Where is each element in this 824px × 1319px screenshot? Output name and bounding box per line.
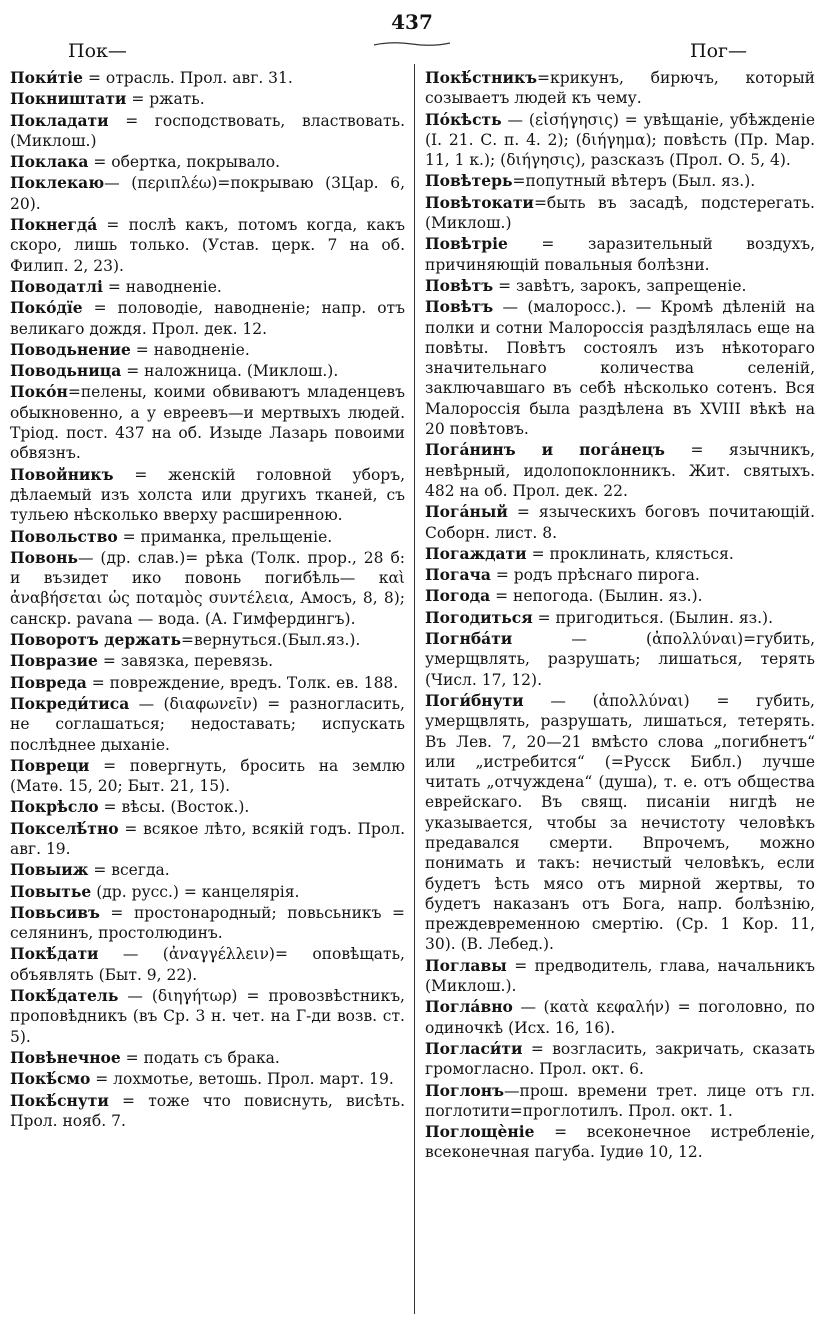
entry-headword: Пога́ный	[425, 502, 508, 522]
entry-headword: Повѣтъ	[425, 275, 494, 295]
entry-headword: Повѣнечное	[10, 1047, 121, 1067]
entry-headword: Покладати	[10, 110, 109, 130]
entry-headword: Погласи́ти	[425, 1038, 523, 1058]
entry-definition: = послѣ какъ, потомъ когда, какъ скоро, лишь только. (Устав. церк. 7 на об. Филип. 2, 23).	[10, 216, 405, 275]
entry-definition: =попутный вѣтеръ (Был. яз.).	[512, 172, 756, 191]
entry-headword: Поводатлі	[10, 276, 103, 296]
entry-definition: — (κατὰ κεφαλήν) = поголовно, по одиночкѣ (Исх. 16, 16).	[425, 998, 815, 1037]
entry-definition: = простонародный; повьсьникъ = селянинъ, простолюдинъ.	[10, 903, 405, 943]
entry-headword: Погача	[425, 565, 491, 585]
entry-headword: Поги́бнути	[425, 690, 524, 710]
dictionary-entry	[10, 277, 405, 297]
dictionary-entry	[425, 110, 815, 171]
entry-definition: = непогода. (Былин. яз.).	[490, 587, 703, 606]
entry-headword: Повьсивъ	[10, 902, 100, 922]
entry-headword: Повольство	[10, 526, 118, 546]
entry-definition: = всегда.	[88, 861, 170, 880]
entry-definition: = половодіе, наводненіе; напр. отъ великаго дождя. Прол. дек. 12.	[10, 299, 405, 338]
entry-headword: Поглощѐніе	[425, 1122, 535, 1142]
entry-definition: = повреждение, вредъ. Толк. ев. 188.	[86, 673, 399, 692]
entry-headword: Поки́тіе	[10, 68, 84, 87]
entry-definition: =быть въ засадѣ, подстерегать. (Миклош.)	[425, 193, 815, 233]
entry-definition: = лохмотье, ветошь. Прол. март. 19.	[90, 1070, 394, 1089]
entry-headword: Повразие	[10, 651, 98, 671]
entry-headword: Покрѣсло	[10, 797, 99, 817]
entry-headword: Покѣ́дати	[10, 944, 99, 964]
dictionary-entry	[10, 651, 405, 671]
entry-definition: = пригодиться. (Былин. яз.).	[532, 608, 774, 627]
dictionary-entry	[425, 502, 815, 543]
entry-headword: Погнба́ти	[425, 629, 513, 649]
dictionary-entry	[10, 465, 405, 526]
entry-headword: Покништати	[10, 89, 127, 109]
right-column	[425, 68, 815, 1164]
dictionary-entry	[10, 527, 405, 547]
header-ornament	[372, 40, 452, 48]
column-divider	[414, 64, 415, 1314]
entry-definition: (др. русс.) = канцелярія.	[91, 882, 300, 901]
entry-headword: Погла́вно	[425, 997, 513, 1017]
entry-headword: Поко́н	[10, 382, 68, 402]
entry-definition: = наводненіе.	[130, 340, 250, 359]
entry-headword: Повѣтріе	[425, 234, 508, 254]
entry-definition: — (περιπλέω)=покрываю (3Цар. 6, 20).	[10, 174, 405, 213]
dictionary-entry	[10, 860, 405, 880]
entry-headword: Покреди́тиса	[10, 693, 130, 713]
dictionary-entry	[10, 630, 405, 650]
dictionary-entry	[10, 68, 405, 88]
dictionary-entry	[10, 152, 405, 172]
dictionary-entry	[10, 340, 405, 360]
entry-definition: = проклинать, клясться.	[526, 544, 734, 563]
running-head-left: Пок—	[68, 40, 127, 62]
entry-definition: — (εἰσήγησις) = увѣщаніе, убѣжденіе (I. 21. С. п. 4. 2); (διήγημα); повѣсть (Пр. Мар. 11, 1 к.); (διήγησις), разсказъ (Прол. О. 5, 4).	[425, 110, 815, 170]
entry-definition: = вѣсы. (Восток.).	[98, 798, 250, 817]
dictionary-entry	[10, 361, 405, 381]
entry-headword: Поклекаю	[10, 173, 105, 193]
dictionary-entry	[10, 673, 405, 693]
entry-headword: Повѣтъ	[425, 297, 494, 317]
entry-definition: = подать съ брака.	[120, 1048, 280, 1067]
dictionary-entry	[425, 608, 815, 628]
dictionary-entry	[425, 234, 815, 275]
entry-headword: Погаждати	[425, 543, 527, 563]
entry-headword: Поглонъ	[425, 1080, 504, 1100]
dictionary-entry	[10, 1048, 405, 1068]
entry-definition: — (διηγήτωρ) = провозвѣстникъ, проповѣдникъ (въ Ср. 3 н. чет. на Г-ди возв. ст. 5).	[10, 987, 405, 1046]
dictionary-entry	[10, 694, 405, 755]
dictionary-entry	[10, 756, 405, 797]
entry-definition: = обертка, покрывало.	[88, 153, 281, 172]
entry-definition: = завязка, перевязь.	[97, 652, 274, 671]
entry-headword: Повѣтокати	[425, 192, 534, 212]
dictionary-entry	[425, 565, 815, 585]
entry-definition: = наложница. (Миклош.).	[121, 362, 339, 381]
entry-headword: Погодиться	[425, 607, 533, 627]
dictionary-entry	[425, 440, 815, 501]
entry-definition: =вернуться.(Был.яз.).	[181, 631, 361, 650]
entry-headword: Повѣтерь	[425, 171, 513, 191]
dictionary-entry	[425, 544, 815, 564]
entry-definition: = повергнуть, бросить на землю (Матѳ. 15, 20; Быт. 21, 15).	[10, 756, 405, 796]
dictionary-entry	[10, 819, 405, 860]
dictionary-entry	[425, 691, 815, 955]
entry-definition: = приманка, прельщеніе.	[117, 527, 333, 546]
entry-headword: Покселѣ́тно	[10, 818, 119, 838]
dictionary-entry	[10, 903, 405, 944]
dictionary-entry	[425, 997, 815, 1038]
dictionary-entry	[10, 1091, 405, 1132]
dictionary-entry	[10, 382, 405, 463]
dictionary-entry	[425, 956, 815, 997]
dictionary-entry	[10, 882, 405, 902]
dictionary-entry	[10, 89, 405, 109]
entry-headword: Покѣ́стникъ	[425, 68, 538, 87]
entry-definition: = родъ прѣснаго пирога.	[490, 566, 700, 585]
entry-definition: = всеконечное истребленіе, всеконечная пагуба. Іудиѳ 10, 12.	[425, 1123, 815, 1162]
entry-headword: По́кѣсть	[425, 109, 502, 129]
dictionary-entry	[10, 111, 405, 152]
dictionary-entry	[10, 986, 405, 1047]
entry-definition: = всякое лѣто, всякій годъ. Прол. авг. 19.	[10, 819, 405, 858]
entry-definition: = язычникъ, невѣрный, идолопоклонникъ. Жит. святыхъ. 482 на об. Прол. дек. 22.	[425, 441, 816, 500]
entry-definition: = отрасль. Прол. авг. 31.	[83, 69, 293, 87]
dictionary-entry	[425, 68, 815, 109]
entry-headword: Повреци	[10, 755, 90, 775]
left-column	[10, 68, 405, 1132]
entry-headword: Покѣ́датель	[10, 986, 119, 1006]
entry-headword: Покнегда́	[10, 215, 98, 235]
entry-definition: — (ἀπολλύναι)=губить, умерщвлять, разрушать; лишаться, терять (Числ. 17, 12).	[425, 630, 815, 689]
dictionary-entry	[10, 215, 405, 276]
dictionary-entry	[425, 629, 815, 690]
entry-headword: Поглавы	[425, 955, 507, 975]
dictionary-entry	[425, 1081, 815, 1122]
entry-definition: — (ἀπολλύναι) = губить, умерщвлять, разрушать, лишаться, тетерять. Въ Лев. 7, 20—21 вмѣсто слова „погибнетъ“ или „истребится“ (=Русск Библ.) лучше читать „отчуждена“ (душа), т. е. отъ общества еврейскаго. Въ свящ. писаніи нигдѣ не указывается, чтобы за нечистоту человѣкъ предавался смерти. Впрочемъ, можно понимать и такъ: нечистый человѣкъ, если будетъ ѣсть мясо отъ мирной жертвы, то будетъ наказанъ отъ Бога, напр. болѣзнію, преждевременною смертію. (Ср. 1 Кор. 11, 30). (В. Лебед.).	[425, 691, 815, 954]
page-number: 437	[391, 10, 433, 34]
dictionary-entry	[10, 548, 405, 629]
entry-definition: = женскій головной уборъ, дѣлаемый изъ холста или другихъ тканей, съ тульею нѣсколько вверху расширенною.	[10, 465, 405, 525]
entry-headword: Поворотъ держать	[10, 630, 181, 650]
dictionary-entry	[425, 1122, 815, 1163]
dictionary-entry	[425, 276, 815, 296]
entry-definition: = завѣтъ, зарокъ, запрещеніе.	[493, 276, 747, 295]
entry-headword: Покѣ́снути	[10, 1090, 109, 1110]
dictionary-entry	[425, 297, 815, 439]
entry-headword: Повыиж	[10, 860, 89, 880]
entry-headword: Повойникъ	[10, 464, 114, 484]
entry-headword: Повонь	[10, 547, 78, 567]
entry-definition: = языческихъ боговъ почитающій. Соборн. лист. 8.	[425, 503, 815, 542]
entry-definition: = возгласить, закричать, сказать громогласно. Прол. окт. 6.	[425, 1039, 815, 1079]
entry-definition: =крикунъ, бирючъ, который созываетъ людей къ чему.	[425, 69, 815, 108]
entry-definition: — (др. слав.)= рѣка (Толк. прор., 28 б: и възидет ико повонь погибѣль— καὶ ἀναβήσεται ὡς ποταμὸς συντέλεια, Амосъ, 8, 8); санскр. pavana — вода. (А. Гимфердингъ).	[10, 548, 405, 628]
entry-definition: — (διαφωνεῖν) = разногласить, не соглашаться; недоставать; испускать послѣднее дыханіе.	[10, 694, 405, 754]
entry-definition: = господствовать, властвовать. (Миклош.)	[10, 111, 405, 150]
entry-headword: Покѣ́смо	[10, 1069, 91, 1089]
dictionary-entry	[425, 171, 815, 191]
entry-definition: = ржать.	[126, 90, 205, 109]
dictionary-entry	[10, 944, 405, 985]
dictionary-entry	[10, 1069, 405, 1089]
entry-definition: — (ἀναγγέλλειν)= оповѣщать, объявлять (Быт. 9, 22).	[10, 945, 405, 984]
entry-headword: Пога́нинъ и пога́нецъ	[425, 440, 665, 460]
running-head-right: Пог—	[690, 40, 747, 62]
dictionary-entry	[425, 586, 815, 606]
entry-headword: Поводьнение	[10, 339, 131, 359]
dictionary-entry	[425, 193, 815, 234]
entry-definition: — (малоросс.). — Кромѣ дѣленій на полки и сотни Малороссія раздѣлялась еще на повѣты. Повѣтъ состоялъ изъ нѣкотораго значительнаго количества селеній, заключавшаго въ себѣ нѣсколько сотенъ. Вся Малороссія была раздѣлена въ XVIII вѣкѣ на 20 повѣтовъ.	[425, 298, 815, 439]
entry-headword: Повреда	[10, 672, 87, 692]
dictionary-entry	[10, 797, 405, 817]
entry-headword: Поводьница	[10, 361, 122, 381]
entry-headword: Поко́дїе	[10, 298, 83, 318]
dictionary-entry	[10, 298, 405, 339]
entry-definition: = тоже что повиснуть, висѣть. Прол. нояб. 7.	[10, 1091, 405, 1130]
entry-definition: = предводитель, глава, начальникъ (Миклош.).	[425, 956, 815, 996]
entry-definition: —прош. времени трет. лице отъ гл. поглотити=проглотилъ. Прол. окт. 1.	[425, 1081, 815, 1120]
entry-headword: Повытье	[10, 881, 92, 901]
entry-definition: = наводненіе.	[102, 277, 222, 296]
entry-headword: Погода	[425, 586, 491, 606]
entry-definition: =пелены, коими обвиваютъ младенцевъ обыкновенно, а у евреевъ—и мертвыхъ людей. Тріод. пост. 437 на об. Изыде Лазарь повоими обвязнъ.	[10, 383, 405, 463]
dictionary-entry	[425, 1039, 815, 1080]
entry-headword: Поклака	[10, 152, 89, 172]
entry-definition: = заразительный воздухъ, причиняющій повальныя болѣзни.	[425, 235, 815, 274]
dictionary-entry	[10, 173, 405, 214]
